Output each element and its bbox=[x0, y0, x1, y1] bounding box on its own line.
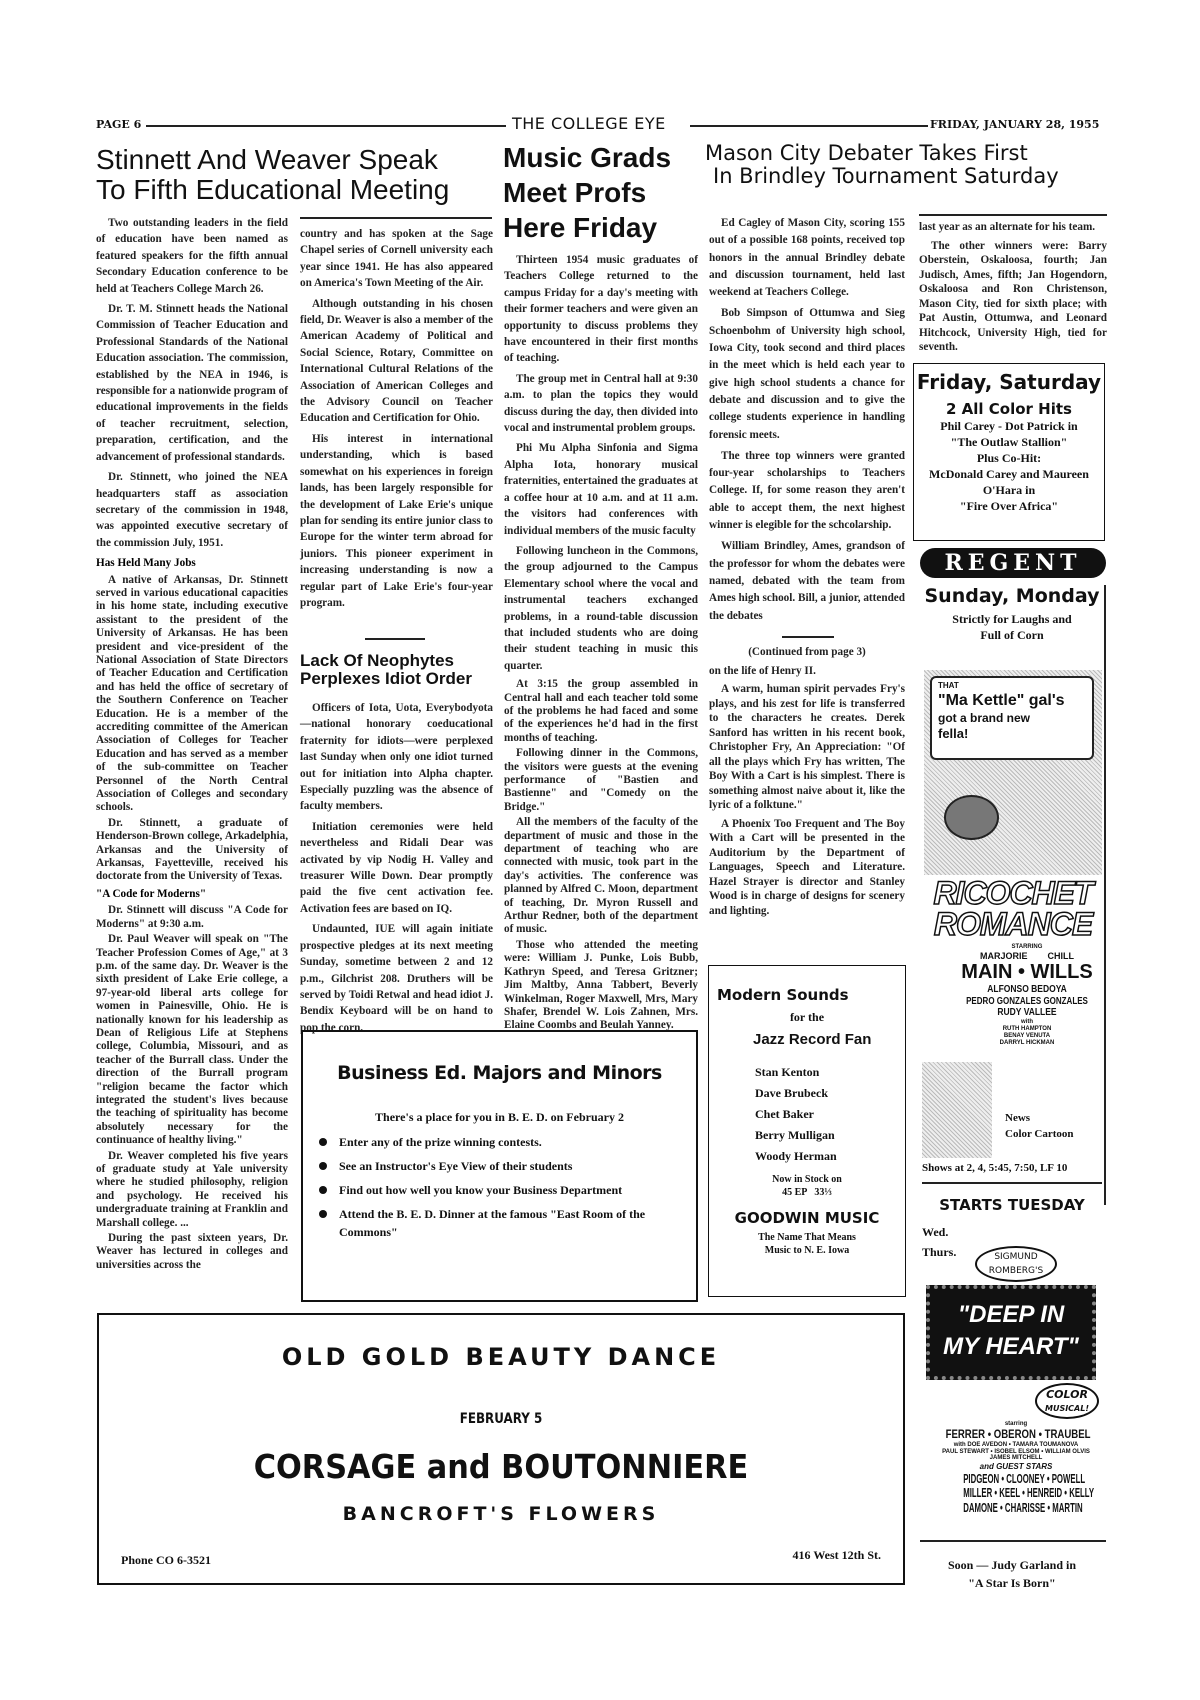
cast-line: ALFONSO BEDOYA bbox=[987, 984, 1067, 996]
paragraph: Ed Cagley of Mason City, scoring 155 out of a possible 168 points, received top honors in the annual Brindley debate and discussion tournament, held last weekend at Teachers College. bbox=[709, 217, 905, 299]
starts-tuesday: STARTS TUESDAY bbox=[939, 1196, 1085, 1214]
paragraph: Officers of Iota, Uota, Everybodyota—national honorary coeducational fraternity for idiots—were perplexed last Sunday when only one idiot turned out for initiation into Alpha chapter. Especially puzzling was the absence of faculty members. bbox=[300, 702, 493, 813]
column-rule bbox=[300, 217, 492, 219]
ad-bancrofts-flowers bbox=[97, 1313, 905, 1585]
oval-line: MUSICAL! bbox=[1044, 1404, 1089, 1413]
store-name: GOODWIN MUSIC bbox=[734, 1209, 880, 1227]
ad-days: Sunday, Monday bbox=[924, 585, 1100, 607]
bullet-icon bbox=[319, 1186, 327, 1194]
headline-line: Stinnett And Weaver Speak bbox=[96, 144, 438, 175]
paragraph: Dr. Weaver completed his five years of graduate study at Yale university where he studied philosophy, religion and psychology. He received his undergraduate training at Franklin and Marshall college. ... bbox=[96, 1149, 288, 1229]
ad-bullets bbox=[317, 1133, 682, 1241]
cast-label: starring bbox=[1004, 1421, 1028, 1427]
paragraph: Those who attended the meeting were: William J. Punke, Lois Bubb, Kathryn Speed, and Teresa Gritzner; Jim Maltby, Anna Tabbert, Beverly Winkelman, Roger Maxwell, Mrs, Mary Shafer, Brendel W. Lois Zahnen, Mrs. Elaine Coombs and Beulah Yanney. bbox=[504, 938, 698, 1032]
frying-pan-icon bbox=[944, 795, 999, 840]
cast-line: JAMES MITCHELL bbox=[989, 1455, 1043, 1462]
ad-line: Soon — Judy Garland in bbox=[947, 1558, 1077, 1572]
ad-line: "A Star Is Born" bbox=[968, 1576, 1056, 1590]
paragraph: All the members of the faculty of the department of music and those in the department of teaching who are connected with music, took part in the day's activities. The conference was planned by Alfred C. Moon, department of teaching, Dr. Myron Russell and Arthur Redner, both of the department of music. bbox=[504, 816, 698, 936]
ad-line: Full of Corn bbox=[980, 628, 1044, 642]
ad-goodwin-music bbox=[708, 965, 906, 1297]
paragraph: Initiation ceremonies were held nevertheless and Ridali Dear was activated by vip Nodig H. Valley and treasurer Wille Down. Dear promptly paid the five cent activation fee. Activation fees are based on IQ. bbox=[300, 820, 493, 915]
subheading: Has Held Many Jobs bbox=[96, 557, 196, 570]
ad-date: FEBRUARY 5 bbox=[459, 1411, 543, 1427]
ad-line: Music to N. E. Iowa bbox=[764, 1245, 850, 1256]
ad-intro: There's a place for you in B. E. D. on February 2 bbox=[375, 1110, 624, 1124]
paragraph: Following dinner in the Commons, the visitors were guests at the evening performance of "Bastien and Bastienne" and "Comedy on the Bridge." bbox=[504, 747, 698, 813]
headline-mason-city bbox=[705, 142, 1125, 187]
paragraph: The three top winners were granted four-year scholarships to Teachers College. If, for some reason they aren't able to accept them, the next highest winner is elegible for the schcolarship. bbox=[709, 449, 905, 532]
movie-illustration-ma-kettle bbox=[924, 670, 1102, 875]
ad-stock bbox=[717, 1173, 897, 1199]
cast-label: and GUEST STARS bbox=[979, 1462, 1053, 1472]
ad-line: Plus Co-Hit: bbox=[976, 451, 1042, 465]
masthead-rule bbox=[690, 125, 928, 127]
article-mason-city-col5 bbox=[919, 220, 1107, 353]
bullet-item bbox=[317, 1205, 682, 1241]
film-title-deep-in-my-heart bbox=[926, 1285, 1096, 1380]
paragraph: A native of Arkansas, Dr. Stinnett served in various educational capacities in his home state, including executive assistant to the president of the University of Arkansas. He has been president and vice-president of the National Association of State Directors of Teacher Education and Certification and has held the office of secretary of the Southern Conference on Teacher Education. He is a member of the accrediting committee of the American Association of Colleges for Teacher Education and has served as a member of the sub-committee on Teacher Personnel of the North Central Association of Colleges and secondary schools. bbox=[96, 573, 288, 814]
ad-line: 45 EP 33⅓ bbox=[782, 1187, 832, 1198]
article-fry-continued bbox=[709, 645, 905, 963]
paragraph: The group met in Central hall at 9:30 a.m. to plan the topics they would discuss during the day, then divided into vocal and instrumental problem groups. bbox=[504, 372, 698, 435]
ad-friday-saturday bbox=[913, 363, 1105, 541]
subheading: "A Code for Moderns" bbox=[96, 887, 207, 900]
ad-line: Wed. bbox=[922, 1225, 949, 1239]
cast-name: BENAY VENUTA bbox=[1003, 1032, 1051, 1039]
bubble-text: fella! bbox=[938, 726, 969, 741]
film-title-line: "DEEP IN bbox=[957, 1301, 1065, 1328]
cast-line: DAMONE • CHARISSE • MARTIN bbox=[963, 1500, 1083, 1516]
paragraph: Dr. Stinnett, who joined the NEA headquarters staff as association secretary of the commission in 1948, was appointed executive secretary of the commission July, 1951. bbox=[96, 471, 288, 549]
ad-tagline bbox=[717, 1231, 897, 1257]
ad-line: Color Cartoon bbox=[1005, 1128, 1074, 1140]
ad-line: Phil Carey - Dot Patrick in bbox=[940, 419, 1078, 433]
ad-line: for the bbox=[789, 1010, 825, 1024]
ad-extras bbox=[1005, 1110, 1074, 1142]
presenter-line: SIGMUND bbox=[994, 1252, 1038, 1262]
paragraph: Phi Mu Alpha Sinfonia and Sigma Alpha Iota, honorary musical fraternities, entertained the graduates at a coffee hour at 10 a.m. and at 11 a.m. the visitors had conferences with individual members of the music faculty bbox=[504, 442, 698, 537]
headline-music-grads: Music Grads Meet Profs Here Friday bbox=[503, 142, 672, 243]
cast-name: DARRYL HICKMAN bbox=[999, 1039, 1055, 1046]
paragraph: on the life of Henry II. bbox=[709, 664, 816, 677]
film-cast-deep-in-my-heart bbox=[928, 1421, 1104, 1516]
ad-line: News bbox=[1005, 1112, 1031, 1124]
film-title-line: MY HEART" bbox=[943, 1333, 1079, 1360]
column-rule bbox=[919, 214, 1107, 216]
bullet-text: See an Instructor's Eye View of their students bbox=[339, 1159, 573, 1173]
ad-title: OLD GOLD BEAUTY DANCE bbox=[281, 1343, 721, 1371]
cast-line: PAUL STEWART • ISOBEL ELSOM • WILLIAM OLVIS bbox=[942, 1448, 1090, 1455]
presenter-oval bbox=[975, 1246, 1057, 1282]
headline-line: Mason City Debater Takes First bbox=[705, 141, 1028, 165]
paragraph: Dr. Stinnett will discuss "A Code for Moderns" at 9:30 a.m. bbox=[96, 904, 288, 930]
color-musical-oval bbox=[1035, 1383, 1099, 1419]
ad-line: McDonald Carey and Maureen O'Hara in bbox=[929, 467, 1089, 497]
bullet-text: Find out how well you know your Business Department bbox=[339, 1183, 623, 1197]
ad-days-list bbox=[922, 1222, 956, 1262]
regent-logo: REGENT bbox=[920, 548, 1106, 578]
ad-business-ed bbox=[301, 1030, 698, 1302]
article-separator bbox=[782, 636, 834, 638]
paragraph: Dr. Paul Weaver will speak on "The Teacher Profession Comes of Age," at 3 p.m. of the same day. Dr. Weaver is the sixth president of Lake Erie college, a 97-year-old liberal arts college for women in Painesville, Ohio. He is nationally known for his leadership as Dean of Religious Life at Stephens college, Columbia, Missouri, and as teacher of the Burrall class. Under the direction of the Burrall program "religion became the factor which integrated the student's lives because the teaching of spirituality has become absolutely necessary for the continuance of healthy living." bbox=[96, 933, 288, 1147]
paragraph: A warm, human spirit pervades Fry's plays, and his zest for life is transferred to the characters he creates. Derek Sanford has written in his recent book, Christopher Fry, An Appreciation: "Of all the plays which Fry has written, The Boy With a Cart is his simplest. There is something almost naive about it, like the lyric of a folktune." bbox=[709, 683, 905, 811]
bullet-item bbox=[317, 1157, 682, 1175]
artist-name: Stan Kenton bbox=[755, 1065, 820, 1079]
ad-line: Strictly for Laughs and bbox=[952, 612, 1072, 626]
shop-address: 416 West 12th St. bbox=[792, 1548, 881, 1562]
ad-line: The Name That Means bbox=[758, 1232, 856, 1243]
cast-line: with DOE AVEDON • TAMARA TOUMANOVA bbox=[953, 1441, 1079, 1448]
ad-border bbox=[1104, 585, 1106, 1205]
paragraph: His interest in international understanding, which is based somewhat on his experiences in foreign lands, has been largely responsible for the development of Lake Erie's unique plan for sending its entire junior class to Europe for the winter term abroad for juniors. This pioneer experiment in increasing understanding is now a regular part of Lake Erie's four-year program. bbox=[300, 432, 493, 609]
paragraph: (Continued from page 3) bbox=[748, 646, 866, 658]
cast-stars: MAIN • WILLS bbox=[961, 961, 1093, 984]
cast-small-list bbox=[950, 1026, 1104, 1047]
shop-name: BANCROFT'S FLOWERS bbox=[342, 1503, 660, 1525]
presenter-line: ROMBERG'S bbox=[988, 1266, 1044, 1276]
ad-divider bbox=[922, 1182, 1102, 1184]
article-music-grads bbox=[504, 252, 698, 1032]
cast-name: RUTH HAMPTON bbox=[1002, 1025, 1052, 1032]
article-stinnett-col1 bbox=[96, 215, 288, 1307]
article-neophytes bbox=[300, 700, 493, 1034]
paragraph: Thirteen 1954 music graduates of Teachers College returned to the campus Friday for a day's meeting with their former teachers and were given an opportunity to discuss problems they have encountered in their first months of teaching. bbox=[504, 254, 698, 365]
paragraph: country and has spoken at the Sage Chapel series of Cornell university each year since 1941. He has also appeared on America's Town Meeting of the Air. bbox=[300, 228, 493, 290]
coming-soon bbox=[920, 1556, 1104, 1592]
film-cast bbox=[950, 944, 1104, 1047]
ad-hits: 2 All Color Hits bbox=[946, 400, 1072, 418]
film-title-ricochet-romance bbox=[922, 875, 1104, 942]
cast-line: PEDRO GONZALES GONZALES bbox=[966, 995, 1088, 1007]
masthead-rule bbox=[146, 125, 506, 127]
paragraph: Dr. Stinnett, a graduate of Henderson-Brown college, Arkadelphia, Arkansas and the University of Arkansas, Fayetteville, received his doctorate from the University of Texas. bbox=[96, 816, 288, 883]
paragraph: last year as an alternate for his team. bbox=[919, 221, 1096, 233]
ad-tagline bbox=[920, 611, 1104, 643]
page-number: PAGE 6 bbox=[96, 118, 142, 131]
cast-line: FERRER • OBERON • TRAUBEL bbox=[945, 1426, 1091, 1441]
speech-bubble bbox=[930, 676, 1094, 760]
article-separator bbox=[365, 638, 425, 640]
film-title-line: ROMANCE bbox=[933, 906, 1093, 942]
bullet-text: Enter any of the prize winning contests. bbox=[339, 1135, 542, 1149]
headline-neophytes: Lack Of Neophytes Perplexes Idiot Order bbox=[300, 651, 472, 689]
ad-days: Friday, Saturday bbox=[916, 370, 1102, 394]
film-title-line: RICOCHET bbox=[933, 875, 1093, 911]
ad-subtitle: Jazz Record Fan bbox=[753, 1031, 872, 1048]
bullet-icon bbox=[319, 1210, 327, 1218]
ad-regent bbox=[920, 585, 1104, 643]
bubble-text: got a brand new bbox=[938, 711, 1031, 725]
cast-line: MILLER • KEEL • HENREID • KELLY bbox=[963, 1485, 1095, 1501]
paragraph: Following luncheon in the Commons, the group adjourned to the Campus Elementary school where the vocal and instrumental teachers exchanged problems, in a round-table discussion that included students who are doing their student teaching in music this quarter. bbox=[504, 544, 698, 672]
paragraph: Bob Simpson of Ottumwa and Sieg Schoenbohm of University high school, Iowa City, took second and third places in the meet which is held each year to give high school students a chance for debate and discussion and to give the college students experience in handling forensic meets. bbox=[709, 307, 905, 441]
bullet-text: Attend the B. E. D. Dinner at the famous "East Room of the Commons" bbox=[339, 1207, 646, 1239]
showtimes: Shows at 2, 4, 5:45, 7:50, LF 10 bbox=[922, 1162, 1068, 1174]
cast-line: RUDY VALLEE bbox=[997, 1007, 1057, 1019]
cast-label: with bbox=[1021, 1018, 1033, 1025]
film-title: "Fire Over Africa" bbox=[959, 499, 1059, 513]
bullet-icon bbox=[319, 1138, 327, 1146]
paragraph: Although outstanding in his chosen field, Dr. Weaver is also a member of the American Academy of Political and Social Science, Rotary, Committee on International Cultural Relations of the Association of American Colleges and the Advisory Council on Teacher Education and Certification for Ohio. bbox=[300, 297, 493, 425]
oval-line: COLOR bbox=[1046, 1388, 1088, 1401]
cowboys-illustration bbox=[922, 1062, 992, 1158]
ad-title: Business Ed. Majors and Minors bbox=[337, 1062, 662, 1084]
ad-title: Modern Sounds bbox=[717, 986, 849, 1004]
bubble-text: "Ma Kettle" gal's bbox=[938, 692, 1065, 709]
ad-text bbox=[914, 418, 1104, 514]
cast-line: PIDGEON • CLOONEY • POWELL bbox=[963, 1470, 1086, 1486]
paper-name: THE COLLEGE EYE bbox=[512, 114, 666, 133]
ad-line: Now in Stock on bbox=[772, 1174, 842, 1185]
artist-list bbox=[755, 1062, 897, 1167]
paragraph: The other winners were: Barry Oberstein, Oskaloosa, fourth; Jan Judisch, Ames, fifth; Jan Hogendorn, Oskaloosa and Ron Christenson, Mason City, tied for sixth place; with Pat Austin, Ottumwa, and Leonard Hitchcock, University High, tied for seventh. bbox=[919, 239, 1107, 353]
paragraph: William Brindley, Ames, grandson of the professor for whom the debates were named, debated with the team from Ames high school. Bill, a junior, attended the debates bbox=[709, 540, 905, 622]
bubble-text: THAT bbox=[938, 681, 959, 690]
paragraph: A Phoenix Too Frequent and The Boy With a Cart will be presented in the Auditorium by the Department of Languages, Speech and Literature. Hazel Strayer is director and Stanley Wood is in charge of designs for scenery and lighting. bbox=[709, 817, 905, 917]
ad-main: CORSAGE and BOUTONNIERE bbox=[253, 1447, 749, 1486]
bullet-item bbox=[317, 1133, 682, 1151]
headline-stinnett-weaver bbox=[96, 145, 506, 205]
ad-line: Thurs. bbox=[922, 1245, 957, 1259]
headline-line: To Fifth Educational Meeting bbox=[96, 174, 450, 206]
bullet-item bbox=[317, 1181, 682, 1199]
paragraph: Undaunted, IUE will again initiate prospective pledges at its next meeting Sunday, sometime between 2 and 12 p.m., Gilchrist 208. Druthers will be served by Toidi Retwal and head idiot J. Bendix Keyboard will be on hand to pop the corn. bbox=[300, 923, 493, 1034]
article-mason-city-col4 bbox=[709, 215, 905, 635]
headline-line: In Brindley Tournament Saturday bbox=[713, 163, 1059, 188]
artist-name: Chet Baker bbox=[755, 1107, 814, 1121]
paragraph: During the past sixteen years, Dr. Weaver has lectured in colleges and universities across the bbox=[96, 1232, 288, 1271]
cast-line: MARJORIE CHILL bbox=[979, 950, 1074, 961]
film-title: "The Outlaw Stallion" bbox=[950, 435, 1068, 449]
article-stinnett-col2 bbox=[300, 226, 493, 636]
paragraph: Dr. T. M. Stinnett heads the National Commission of Teacher Education and Professional Standards of the National Education association. The commission, established by the NEA in 1946, is responsible for a nationwide program of educational improvements in the fields of teacher recruitment, selection, preparation, certification, and the advancement of professional standards. bbox=[96, 303, 288, 463]
artist-name: Berry Mulligan bbox=[755, 1128, 835, 1142]
cast-label: STARRING bbox=[1011, 944, 1043, 950]
artist-name: Dave Brubeck bbox=[755, 1086, 828, 1100]
bullet-icon bbox=[319, 1162, 327, 1170]
paragraph: Two outstanding leaders in the field of education have been named as featured speakers for the fifth annual Secondary Education conference to be held at Teachers College March 26. bbox=[96, 217, 288, 295]
artist-name: Woody Herman bbox=[755, 1149, 837, 1163]
paragraph: At 3:15 the group assembled in Central hall and each teacher told some of the problems he had faced and some of the experiences he'd had in the first months of teaching. bbox=[504, 678, 698, 744]
issue-date: FRIDAY, JANUARY 28, 1955 bbox=[930, 118, 1100, 131]
shop-phone: Phone CO 6-3521 bbox=[121, 1553, 211, 1567]
ad-divider bbox=[920, 1540, 1106, 1542]
